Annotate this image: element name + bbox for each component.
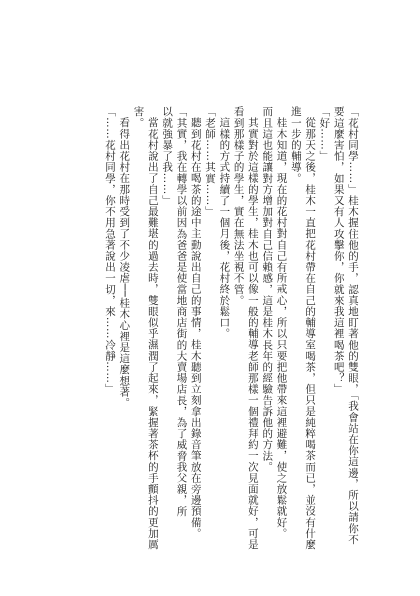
text-line: 「其實，我在轉學以前因為爸爸是使當地商店街的大賣場店長，為了威脅我父親，所	[175, 106, 188, 517]
text-line: 而且這也能讓對方增加對自己信賴感，這是桂木長年的經驗告訴他的方法。	[261, 106, 274, 473]
text-line: 聽到花村在喝茶的途中主動說出自己的事情，桂木聽到立刻拿出錄音筆放在旁邊預備。	[189, 116, 202, 539]
text-line: 「……花村同學，你不用急著說出一切，來……冷靜……」	[103, 106, 116, 395]
text-line: 當花村說出了自己最難堪的過去時，雙眼似乎濕潤了起來，緊握著茶杯的手顫抖的更加厲	[146, 116, 159, 550]
text-line: 這樣的方式持續了一個月後，花村終於鬆口。	[218, 116, 231, 339]
text-line: 從那天之後，桂木一直把花村帶在自己的輔導室喝茶，但只是純粹喝茶而已，並沒有什麼	[304, 116, 317, 550]
text-line: 害。	[132, 106, 145, 129]
text-line: 看到那樣子的學生，實在無法坐視不管。	[232, 106, 245, 306]
text-line: 要這麼害怕，如果又有人攻擊你，你就來我這裡喝茶吧？」	[332, 106, 345, 395]
text-line: 看得出花村在那時受到了不少凌虐──桂木心裡是這麼想著。	[118, 116, 131, 408]
text-line: 以就強暴了我……」	[161, 106, 174, 206]
text-line: 桂木知道，現在的花村對自己有所戒心，所以只要把他帶來這裡避難，使之放鬆就好。	[275, 116, 288, 539]
text-line: 「老師……其實……」	[204, 106, 217, 217]
text-line: 「花村同學……」桂木握住他的手，認真地盯著他的雙眼，「我會站在你這邊，所以請你不	[347, 106, 359, 545]
text-line: 其實對於這樣的學生，桂木也可以像一般的輔導老師那樣一個禮拜約一次見面就好，可是	[246, 116, 259, 550]
text-line: 「好……」	[318, 106, 331, 162]
text-line: 進一步的輔導。	[289, 106, 302, 184]
vertical-text-body	[103, 106, 360, 550]
